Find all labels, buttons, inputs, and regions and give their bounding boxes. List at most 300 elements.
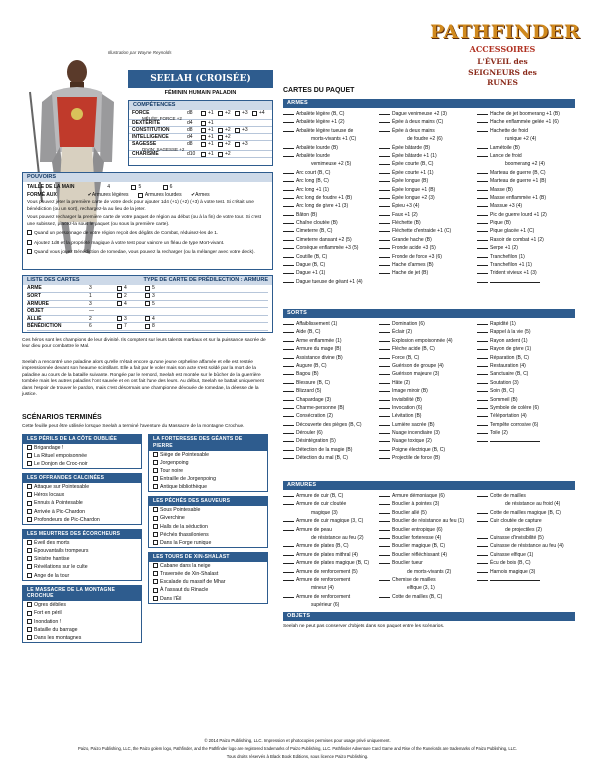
hero-name-banner [128, 70, 273, 88]
deck-checkbox-line[interactable] [379, 236, 390, 241]
card-type-option [145, 285, 173, 292]
scenario-checkbox[interactable] [27, 619, 32, 624]
skill-bonus-label: +3 [242, 127, 248, 134]
card-type-checkbox[interactable] [145, 316, 150, 321]
deck-checkbox-line[interactable] [283, 362, 294, 367]
scenario-checkbox[interactable] [153, 524, 158, 529]
card-type-checkbox[interactable] [117, 293, 122, 298]
deck-checkbox-line[interactable] [477, 387, 488, 392]
deck-checkbox-line[interactable] [477, 227, 488, 232]
deck-checkbox-line[interactable] [477, 127, 488, 132]
card-type-option-value: 8 [152, 323, 155, 330]
skill-bonus-label: +1 [208, 110, 214, 117]
deck-card-name: Armure de cuir (B, C) [296, 493, 344, 499]
hand-size-checkbox[interactable] [163, 185, 168, 190]
deck-checkbox-line[interactable] [283, 446, 294, 451]
skill-checkbox[interactable] [201, 135, 206, 140]
scenario-checkbox[interactable] [153, 563, 158, 568]
deck-card-name: Armure du mage (B) [296, 346, 342, 353]
scenario-checkbox[interactable] [153, 571, 158, 576]
skill-checkbox[interactable] [218, 111, 223, 116]
pathfinder-logo [430, 20, 581, 88]
deck-checkbox-line[interactable] [477, 152, 488, 157]
deck-checkbox-line[interactable] [379, 404, 390, 409]
scenario-name: Dans les montagnes [34, 634, 82, 641]
scenario-item [23, 499, 141, 507]
deck-checkbox-line[interactable] [477, 345, 488, 350]
proficiency-checkbox[interactable] [138, 193, 143, 198]
deck-checkbox-line[interactable] [283, 454, 294, 459]
deck-checkbox-line[interactable] [283, 261, 294, 266]
skill-die: d4 [187, 120, 193, 127]
skill-name: SAGESSE [132, 141, 157, 148]
deck-checkbox-line[interactable] [379, 500, 390, 505]
deck-checkbox-line[interactable] [477, 269, 488, 274]
deck-card-name: Fléchette (B) [392, 220, 421, 227]
deck-checkbox-line[interactable] [283, 412, 294, 417]
deck-card-row [283, 328, 383, 336]
scenario-checkbox[interactable] [27, 540, 32, 545]
deck-card-name: Domination (6) [392, 321, 425, 327]
card-type-checkbox[interactable] [117, 301, 122, 306]
deck-card-row [379, 370, 479, 378]
deck-checkbox-line[interactable] [477, 379, 488, 384]
deck-checkbox-line[interactable] [283, 110, 294, 115]
deck-checkbox-line[interactable] [283, 421, 294, 426]
deck-checkbox-line[interactable] [283, 492, 294, 497]
deck-card-row [283, 337, 383, 345]
deck-card-row [283, 186, 383, 194]
deck-card-row [477, 500, 577, 508]
deck-checkbox-line[interactable] [477, 261, 488, 266]
deck-card-row [477, 269, 577, 277]
scenario-name: Sinistre hantise [34, 556, 70, 563]
deck-card-name: Éclair (2) [392, 329, 413, 336]
skill-checkbox[interactable] [201, 128, 206, 133]
deck-checkbox-line[interactable] [283, 244, 294, 249]
skill-checkbox[interactable] [201, 152, 206, 157]
power-2: Vous pouvez recharger la première carte de votre paquet de région au début (ou à la fin) de votre tour. Si c'est une subissez, placez-la sous le paquet (ou sous la première carte). [27, 215, 261, 227]
scenario-checkbox[interactable] [27, 453, 32, 458]
deck-blank-line[interactable] [477, 576, 488, 581]
skill-bonus [218, 141, 235, 148]
scenario-checkbox[interactable] [153, 484, 158, 489]
deck-checkbox-line[interactable] [379, 169, 390, 174]
deck-checkbox-line[interactable] [283, 177, 294, 182]
scenario-item [23, 444, 141, 452]
check-icon: ✔ [87, 192, 92, 199]
deck-checkbox-line[interactable] [283, 551, 294, 556]
deck-card-row [283, 429, 383, 437]
deck-checkbox-line[interactable] [379, 269, 390, 274]
deck-checkbox-line[interactable] [283, 152, 294, 157]
deck-checkbox-line[interactable] [379, 177, 390, 182]
deck-card-name: Hache d'armes (B) [392, 262, 434, 269]
deck-card-name: Cuirasse de résistance au feu (4) [490, 543, 564, 550]
deck-card-name: Épée longue +1 (B) [392, 186, 436, 193]
deck-checkbox-line[interactable] [283, 370, 294, 375]
skill-row [129, 120, 272, 127]
deck-checkbox-line[interactable] [283, 345, 294, 350]
deck-checkbox-line[interactable] [283, 219, 294, 224]
deck-checkbox-line[interactable] [379, 534, 390, 539]
deck-checkbox-line[interactable] [379, 320, 390, 325]
deck-checkbox-line[interactable] [283, 227, 294, 232]
deck-checkbox-line[interactable] [477, 429, 488, 434]
scenario-checkbox[interactable] [27, 564, 32, 569]
deck-checkbox-line[interactable] [379, 118, 390, 123]
deck-card-row [477, 278, 577, 286]
deck-checkbox-line[interactable] [477, 412, 488, 417]
scenario-name: Arrivée à Pic-Chardon [34, 508, 86, 515]
deck-checkbox-line[interactable] [477, 551, 488, 556]
deck-checkbox-line[interactable] [283, 559, 294, 564]
scenario-checkbox[interactable] [153, 596, 158, 601]
deck-checkbox-line[interactable] [477, 354, 488, 359]
deck-card-name: Arc court (B, C) [296, 169, 331, 176]
scenario-group [148, 552, 268, 604]
scenario-checkbox[interactable] [153, 460, 158, 465]
deck-checkbox-line[interactable] [283, 269, 294, 274]
deck-checkbox-line[interactable] [477, 320, 488, 325]
deck-checkbox-line[interactable] [283, 429, 294, 434]
deck-checkbox-line[interactable] [379, 337, 390, 342]
deck-checkbox-line[interactable] [379, 160, 390, 165]
deck-checkbox-line[interactable] [477, 568, 488, 573]
scenario-checkbox[interactable] [27, 627, 32, 632]
card-type-checkbox[interactable] [145, 301, 150, 306]
skill-checkbox[interactable] [201, 111, 206, 116]
deck-checkbox-line[interactable] [283, 379, 294, 384]
deck-card-name: Bouclier entropique (6) [392, 526, 443, 533]
card-type-checkbox[interactable] [145, 286, 150, 291]
skill-bonus-label: +2 [225, 110, 231, 117]
power-5-checkbox[interactable] [27, 249, 32, 254]
deck-checkbox-line[interactable] [379, 328, 390, 333]
deck-card-row [379, 236, 479, 244]
deck-checkbox-line[interactable] [477, 404, 488, 409]
deck-checkbox-line[interactable] [379, 576, 390, 581]
deck-card-name: Armure de plates magique (B, C) [296, 560, 370, 567]
skill-bonus-label: +3 [242, 141, 248, 148]
scenario-group [22, 473, 142, 525]
deck-checkbox-line[interactable] [283, 118, 294, 123]
deck-card-row [283, 320, 383, 328]
deck-checkbox-line[interactable] [379, 396, 390, 401]
deck-card-row [477, 429, 577, 437]
deck-checkbox-line[interactable] [477, 517, 488, 522]
deck-checkbox-line[interactable] [379, 227, 390, 232]
card-type-checkbox[interactable] [117, 286, 122, 291]
deck-checkbox-line[interactable] [477, 144, 488, 149]
deck-checkbox-line[interactable] [379, 144, 390, 149]
deck-checkbox-line[interactable] [379, 559, 390, 564]
deck-card-name: Massue +3 (4) [490, 203, 523, 210]
deck-card-name: Guérison majeure (3) [392, 371, 440, 378]
power-4-checkbox[interactable] [27, 240, 32, 245]
deck-checkbox-line[interactable] [379, 542, 390, 547]
scenario-item [149, 459, 267, 467]
deck-checkbox-line[interactable] [379, 421, 390, 426]
deck-checkbox-line[interactable] [283, 542, 294, 547]
card-type-option [117, 323, 145, 330]
scenario-checkbox[interactable] [153, 588, 158, 593]
deck-card-name: Lévitation (B) [392, 413, 422, 420]
card-list-box [22, 275, 273, 333]
deck-checkbox-line[interactable] [283, 500, 294, 505]
deck-card-name: Cimeterre (B, C) [296, 228, 333, 235]
deck-checkbox-line[interactable] [477, 509, 488, 514]
deck-blank-line[interactable] [477, 437, 488, 442]
deck-card-name: runique +2 (4) [505, 136, 537, 143]
scenario-name: Escalade du massif de Mhar [160, 579, 226, 586]
deck-card-row [283, 269, 383, 277]
deck-checkbox-line[interactable] [283, 253, 294, 258]
deck-checkbox-line[interactable] [283, 320, 294, 325]
scenario-checkbox[interactable] [27, 501, 32, 506]
deck-checkbox-line[interactable] [379, 551, 390, 556]
deck-checkbox-line[interactable] [379, 152, 390, 157]
card-list-row [27, 285, 268, 293]
scenario-name: Profondeurs de Pic-Chardon [34, 516, 100, 523]
scenario-checkbox[interactable] [153, 452, 158, 457]
card-type-checkbox[interactable] [117, 316, 122, 321]
scenario-checkbox[interactable] [27, 602, 32, 607]
deck-checkbox-line[interactable] [379, 370, 390, 375]
deck-checkbox-line[interactable] [379, 379, 390, 384]
deck-checkbox-line[interactable] [283, 169, 294, 174]
deck-checkbox-line[interactable] [283, 517, 294, 522]
scenario-checkbox[interactable] [153, 516, 158, 521]
deck-checkbox-line[interactable] [379, 362, 390, 367]
deck-checkbox-line[interactable] [477, 421, 488, 426]
deck-card-row [477, 194, 577, 202]
deck-column [283, 492, 383, 609]
deck-checkbox-line[interactable] [283, 278, 294, 283]
deck-checkbox-line[interactable] [379, 244, 390, 249]
deck-checkbox-line[interactable] [477, 202, 488, 207]
card-type-option-value: 7 [124, 323, 127, 330]
deck-checkbox-line[interactable] [283, 404, 294, 409]
scenario-checkbox[interactable] [153, 507, 158, 512]
deck-checkbox-line[interactable] [283, 194, 294, 199]
deck-card-row [477, 135, 577, 143]
deck-checkbox-line[interactable] [477, 236, 488, 241]
skill-checkbox[interactable] [218, 142, 223, 147]
scenario-checkbox[interactable] [27, 461, 32, 466]
deck-card-name: Détection du mal (B, C) [296, 455, 348, 462]
skill-checkbox[interactable] [201, 142, 206, 147]
deck-checkbox-line[interactable] [477, 118, 488, 123]
skill-bonus [235, 127, 252, 134]
deck-checkbox-line[interactable] [477, 194, 488, 199]
power-3-checkbox[interactable] [27, 230, 32, 235]
skill-checkbox[interactable] [252, 111, 257, 116]
deck-card-name: Lamétoile (B) [490, 144, 520, 151]
deck-card-name: Cotte de mailles (B, C) [392, 593, 443, 600]
deck-checkbox-line[interactable] [379, 526, 390, 531]
scenario-checkbox[interactable] [27, 573, 32, 578]
deck-checkbox-line[interactable] [283, 127, 294, 132]
deck-card-row [379, 362, 479, 370]
deck-checkbox-line[interactable] [379, 202, 390, 207]
deck-card-row [379, 412, 479, 420]
card-type-checkbox[interactable] [145, 324, 150, 329]
deck-card-name: Nuage toxique (2) [392, 438, 432, 445]
deck-checkbox-line[interactable] [379, 387, 390, 392]
scenario-checkbox[interactable] [27, 517, 32, 522]
deck-checkbox-line[interactable] [283, 576, 294, 581]
deck-checkbox-line[interactable] [477, 110, 488, 115]
skill-checkbox[interactable] [218, 152, 223, 157]
deck-card-row [379, 437, 479, 445]
scenario-checkbox[interactable] [27, 509, 32, 514]
card-type-name: ARMURE [27, 300, 49, 307]
deck-checkbox-line[interactable] [477, 328, 488, 333]
proficiency-label: FORMÉ AUX [27, 192, 57, 199]
deck-checkbox-line[interactable] [379, 261, 390, 266]
scenario-name: Héros locaux [34, 492, 65, 499]
deck-checkbox-line[interactable] [283, 337, 294, 342]
deck-card-name: Tranchefilon +1 (1) [490, 262, 532, 269]
deck-checkbox-line[interactable] [379, 219, 390, 224]
scenario-checkbox[interactable] [153, 532, 158, 537]
deck-checkbox-line[interactable] [477, 169, 488, 174]
deck-checkbox-line[interactable] [477, 186, 488, 191]
deck-checkbox-line[interactable] [477, 559, 488, 564]
deck-checkbox-line[interactable] [379, 429, 390, 434]
deck-card-row [379, 227, 479, 235]
skill-checkbox[interactable] [218, 135, 223, 140]
skill-die: d8 [187, 110, 193, 117]
deck-checkbox-line[interactable] [283, 211, 294, 216]
deck-checkbox-line[interactable] [379, 127, 390, 132]
deck-blank-line[interactable] [490, 576, 540, 581]
deck-card-name: Armure de renforcement (5) [296, 568, 358, 575]
deck-checkbox-line[interactable] [283, 354, 294, 359]
deck-card-row [283, 396, 383, 404]
deck-checkbox-line[interactable] [379, 517, 390, 522]
scenario-checkbox[interactable] [153, 468, 158, 473]
deck-checkbox-line[interactable] [477, 177, 488, 182]
deck-checkbox-line[interactable] [283, 568, 294, 573]
deck-checkbox-line[interactable] [379, 110, 390, 115]
scenario-checkbox[interactable] [27, 635, 32, 640]
deck-card-row [379, 110, 479, 118]
deck-checkbox-line[interactable] [477, 492, 488, 497]
deck-card-name: Invocation (6) [392, 404, 423, 411]
deck-checkbox-line[interactable] [379, 194, 390, 199]
deck-card-name: de projectiles (2) [505, 526, 542, 533]
skill-checkbox[interactable] [201, 121, 206, 126]
deck-checkbox-line[interactable] [283, 437, 294, 442]
deck-blank-line[interactable] [490, 437, 540, 442]
skill-bonus-label: +1 [208, 151, 214, 158]
deck-checkbox-line[interactable] [379, 345, 390, 350]
scenarios-title: SCÉNARIOS TERMINÉS [22, 414, 102, 421]
deck-card-name: Dague venimeuse +2 (3) [392, 111, 447, 117]
logo-sub: ACCESSOIRES [469, 43, 536, 54]
skill-checkbox[interactable] [235, 142, 240, 147]
scenario-name: Fort en péril [34, 610, 62, 617]
scenario-group-title: LES OFFRANDES CALCINÉES [23, 474, 141, 483]
deck-checkbox-line[interactable] [477, 534, 488, 539]
deck-checkbox-line[interactable] [379, 211, 390, 216]
deck-checkbox-line[interactable] [283, 236, 294, 241]
deck-checkbox-line[interactable] [379, 437, 390, 442]
deck-checkbox-line[interactable] [379, 412, 390, 417]
deck-checkbox-line[interactable] [379, 354, 390, 359]
deck-card-name: elfique (3, 1) [407, 585, 435, 592]
deck-checkbox-line[interactable] [477, 244, 488, 249]
deck-checkbox-line[interactable] [283, 186, 294, 191]
deck-checkbox-line[interactable] [477, 219, 488, 224]
deck-blank-line[interactable] [490, 278, 540, 283]
skill-checkbox[interactable] [235, 111, 240, 116]
deck-checkbox-line[interactable] [477, 396, 488, 401]
deck-checkbox-line[interactable] [379, 492, 390, 497]
deck-card-row [283, 500, 383, 508]
hand-size-checkbox[interactable] [131, 185, 136, 190]
scenario-checkbox[interactable] [153, 476, 158, 481]
deck-checkbox-line[interactable] [477, 370, 488, 375]
scenario-checkbox[interactable] [27, 492, 32, 497]
deck-checkbox-line[interactable] [379, 186, 390, 191]
scenario-item [149, 514, 267, 522]
scenario-checkbox[interactable] [153, 579, 158, 584]
deck-card-name: Arc long de foudre +1 (B) [296, 194, 353, 201]
deck-checkbox-line[interactable] [379, 253, 390, 258]
deck-checkbox-line[interactable] [477, 362, 488, 367]
scenario-checkbox[interactable] [27, 484, 32, 489]
scenario-checkbox[interactable] [27, 556, 32, 561]
deck-checkbox-line[interactable] [283, 328, 294, 333]
card-type-checkbox[interactable] [117, 324, 122, 329]
deck-checkbox-line[interactable] [379, 593, 390, 598]
deck-checkbox-line[interactable] [379, 454, 390, 459]
skill-checkbox[interactable] [218, 128, 223, 133]
scenario-checkbox[interactable] [27, 445, 32, 450]
deck-card-name: Serpe +1 (2) [490, 245, 518, 252]
scenario-item [23, 563, 141, 571]
deck-checkbox-line[interactable] [283, 387, 294, 392]
deck-card-name: Consécration (2) [296, 413, 333, 420]
deck-checkbox-line[interactable] [379, 446, 390, 451]
deck-checkbox-line[interactable] [283, 593, 294, 598]
deck-checkbox-line[interactable] [477, 542, 488, 547]
scenario-checkbox[interactable] [27, 548, 32, 553]
scenario-checkbox[interactable] [153, 540, 158, 545]
scenario-group-title: LE MASSACRE DE LA MONTAGNE CROCHUE [23, 586, 141, 602]
deck-card-name: magique (3) [311, 509, 338, 516]
skill-checkbox[interactable] [235, 128, 240, 133]
deck-card-name: Épieu +3 (4) [392, 203, 420, 210]
deck-checkbox-line[interactable] [283, 396, 294, 401]
deck-checkbox-line[interactable] [477, 253, 488, 258]
deck-card-name: Toile (2) [490, 430, 508, 437]
deck-card-row [477, 345, 577, 353]
deck-card-name: Dague +1 (1) [296, 270, 326, 277]
deck-blank-line[interactable] [477, 278, 488, 283]
deck-checkbox-line[interactable] [283, 144, 294, 149]
deck-checkbox-line[interactable] [283, 526, 294, 531]
scenario-checkbox[interactable] [27, 611, 32, 616]
deck-checkbox-line[interactable] [379, 509, 390, 514]
card-type-checkbox[interactable] [145, 293, 150, 298]
deck-checkbox-line[interactable] [477, 211, 488, 216]
deck-checkbox-line[interactable] [283, 202, 294, 207]
deck-checkbox-line[interactable] [477, 337, 488, 342]
